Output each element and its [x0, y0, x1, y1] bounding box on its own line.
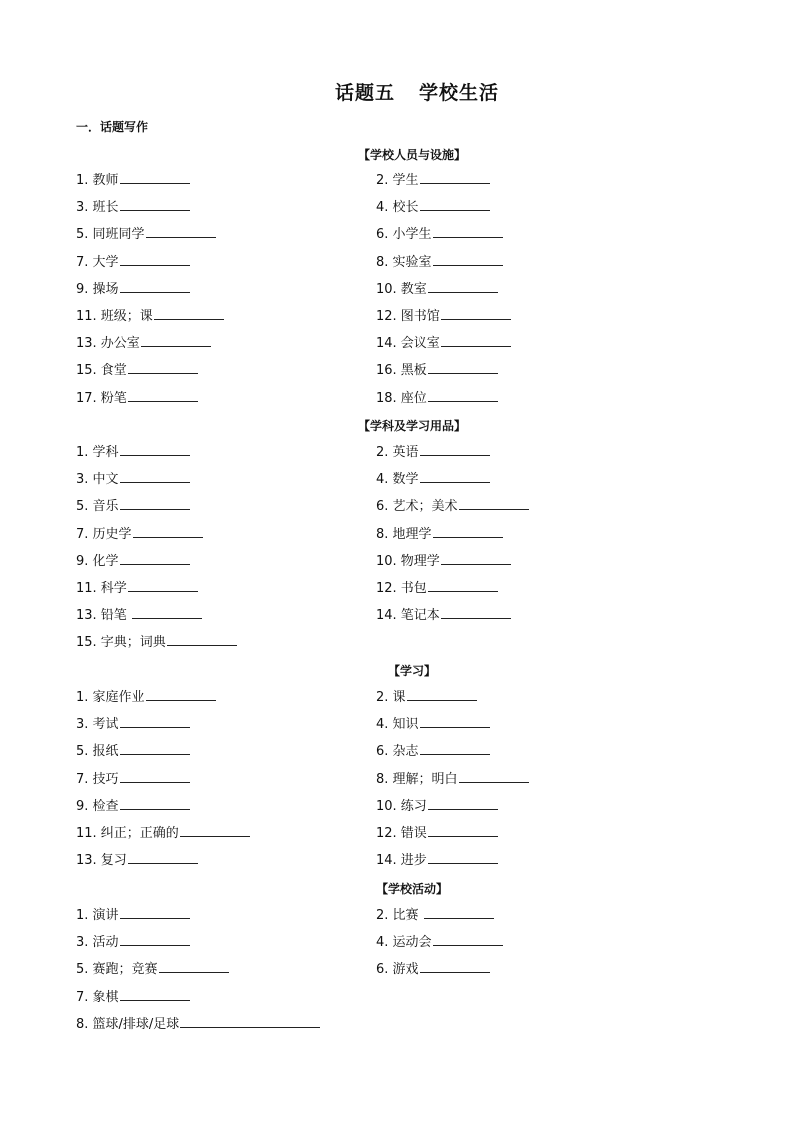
vocab-item	[376, 470, 490, 490]
vocab-row	[0, 307, 794, 327]
answer-blank[interactable]	[120, 563, 190, 565]
vocab-label: 8. 实验室	[376, 254, 432, 270]
vocab-label: 11. 纠正；正确的	[76, 826, 179, 841]
answer-blank[interactable]	[428, 372, 498, 374]
answer-blank[interactable]	[420, 753, 490, 755]
vocab-item	[376, 225, 503, 245]
answer-blank[interactable]	[424, 917, 494, 919]
vocab-row	[0, 1015, 794, 1035]
vocab-label: 18. 座位	[376, 390, 427, 406]
vocab-label: 15. 字典；词典	[76, 635, 166, 651]
vocab-item	[76, 906, 190, 926]
vocab-label: 7. 历史学	[76, 526, 132, 542]
vocab-item	[76, 688, 216, 708]
vocab-row	[0, 742, 794, 762]
vocab-item	[376, 933, 503, 953]
vocab-item	[376, 742, 490, 762]
answer-blank[interactable]	[120, 264, 190, 266]
answer-blank[interactable]	[132, 617, 202, 619]
vocab-label: 9. 检查	[76, 798, 119, 814]
vocab-label: 14. 笔记本	[376, 608, 440, 624]
answer-blank[interactable]	[420, 182, 490, 184]
vocab-row	[0, 797, 794, 817]
vocab-item	[76, 443, 190, 463]
vocab-row	[0, 443, 794, 463]
vocab-row	[0, 525, 794, 545]
vocab-label: 15. 食堂	[76, 363, 127, 379]
vocab-label: 8. 篮球/排球/足球	[76, 1016, 180, 1032]
vocab-label: 6. 艺术；美术	[376, 499, 458, 515]
answer-blank[interactable]	[433, 236, 503, 238]
vocab-item	[76, 606, 202, 626]
vocab-row	[0, 770, 794, 790]
vocab-label: 14. 进步	[376, 853, 427, 869]
vocab-label: 9. 化学	[76, 553, 119, 569]
answer-blank[interactable]	[120, 753, 190, 755]
answer-blank[interactable]	[180, 1026, 320, 1028]
vocab-label: 5. 报纸	[76, 744, 119, 760]
vocab-item	[376, 334, 511, 354]
answer-blank[interactable]	[433, 536, 503, 538]
vocab-label: 17. 粉笔	[76, 390, 127, 406]
vocab-item	[76, 851, 198, 871]
vocab-row	[0, 933, 794, 953]
vocab-item	[76, 225, 216, 245]
answer-blank[interactable]	[428, 808, 498, 810]
vocab-label: 13. 铅笔	[76, 608, 131, 624]
vocab-row	[0, 225, 794, 245]
vocab-row	[0, 198, 794, 218]
category-staff-heading: 【学校人员与设施】	[357, 148, 466, 162]
vocab-item	[376, 606, 511, 626]
vocab-item	[76, 988, 190, 1008]
vocab-label: 4. 运动会	[376, 935, 432, 951]
vocab-item	[376, 770, 529, 790]
answer-blank[interactable]	[120, 508, 190, 510]
vocab-item	[76, 579, 198, 599]
vocab-item	[76, 389, 198, 409]
vocab-item	[76, 307, 224, 327]
vocab-label: 1. 教师	[76, 173, 119, 188]
vocab-item	[376, 851, 498, 871]
vocab-item	[76, 633, 237, 653]
answer-blank[interactable]	[420, 726, 490, 728]
answer-blank[interactable]	[141, 345, 211, 347]
section-heading: 一．话题写作	[76, 120, 149, 134]
vocab-label: 2. 学生	[376, 173, 419, 188]
vocab-label: 3. 活动	[76, 935, 119, 951]
answer-blank[interactable]	[146, 236, 216, 238]
vocab-item	[376, 715, 490, 735]
answer-blank[interactable]	[428, 400, 498, 402]
answer-blank[interactable]	[128, 372, 198, 374]
vocab-item	[76, 525, 203, 545]
category-study-heading: 【学习】	[387, 664, 436, 678]
vocab-item	[76, 715, 190, 735]
category-activities-heading: 【学校活动】	[375, 882, 448, 896]
vocab-label: 5. 同班同学	[76, 227, 145, 243]
answer-blank[interactable]	[120, 454, 190, 456]
vocab-label: 2. 英语	[376, 445, 419, 460]
answer-blank[interactable]	[180, 835, 250, 837]
answer-blank[interactable]	[120, 781, 190, 783]
answer-blank[interactable]	[441, 318, 511, 320]
vocab-label: 1. 家庭作业	[76, 690, 145, 705]
vocab-label: 12. 书包	[376, 581, 427, 596]
vocab-item	[376, 688, 477, 708]
answer-blank[interactable]	[407, 699, 477, 701]
answer-blank[interactable]	[146, 699, 216, 701]
answer-blank[interactable]	[441, 345, 511, 347]
vocab-row	[0, 851, 794, 871]
vocab-label: 12. 错误	[376, 826, 427, 841]
vocab-label: 12. 图书馆	[376, 309, 440, 324]
answer-blank[interactable]	[428, 291, 498, 293]
answer-blank[interactable]	[128, 400, 198, 402]
vocab-row	[0, 906, 794, 926]
answer-blank[interactable]	[420, 971, 490, 973]
answer-blank[interactable]	[120, 999, 190, 1001]
answer-blank[interactable]	[128, 862, 198, 864]
vocab-item	[76, 1015, 320, 1035]
answer-blank[interactable]	[128, 590, 198, 592]
vocab-label: 6. 游戏	[376, 962, 419, 978]
vocab-item	[376, 960, 490, 980]
vocab-label: 2. 比赛	[376, 908, 423, 923]
vocab-item	[376, 280, 498, 300]
vocab-item	[376, 171, 490, 191]
vocab-row	[0, 960, 794, 980]
answer-blank[interactable]	[120, 808, 190, 810]
answer-blank[interactable]	[428, 862, 498, 864]
vocab-row	[0, 633, 794, 653]
vocab-label: 7. 技巧	[76, 771, 119, 787]
vocab-item	[76, 470, 190, 490]
vocab-item	[376, 443, 490, 463]
answer-blank[interactable]	[120, 726, 190, 728]
vocab-item	[76, 797, 190, 817]
category-subjects-heading: 【学科及学习用品】	[357, 419, 466, 433]
vocab-row	[0, 280, 794, 300]
vocab-row	[0, 688, 794, 708]
vocab-row	[0, 470, 794, 490]
vocab-item	[376, 906, 494, 926]
vocab-label: 11. 科学	[76, 581, 127, 596]
answer-blank[interactable]	[420, 209, 490, 211]
vocab-label: 3. 中文	[76, 472, 119, 488]
answer-blank[interactable]	[459, 781, 529, 783]
vocab-item	[76, 497, 190, 517]
answer-blank[interactable]	[459, 508, 529, 510]
vocab-label: 5. 音乐	[76, 499, 119, 515]
vocab-row	[0, 552, 794, 572]
vocab-label: 4. 数学	[376, 472, 419, 488]
answer-blank[interactable]	[133, 536, 203, 538]
vocab-item	[376, 552, 511, 572]
vocab-item	[376, 797, 498, 817]
answer-blank[interactable]	[441, 617, 511, 619]
vocab-label: 6. 小学生	[376, 227, 432, 243]
vocab-item	[76, 742, 190, 762]
vocab-label: 4. 校长	[376, 200, 419, 216]
answer-blank[interactable]	[120, 209, 190, 211]
vocab-item	[376, 307, 511, 327]
vocab-row	[0, 497, 794, 517]
answer-blank[interactable]	[433, 264, 503, 266]
answer-blank[interactable]	[428, 590, 498, 592]
vocab-label: 6. 杂志	[376, 744, 419, 760]
vocab-item	[76, 280, 190, 300]
vocab-item	[376, 497, 529, 517]
vocab-item	[376, 579, 498, 599]
vocab-row	[0, 253, 794, 273]
answer-blank[interactable]	[420, 454, 490, 456]
vocab-label: 10. 练习	[376, 798, 427, 814]
answer-blank[interactable]	[120, 917, 190, 919]
vocab-label: 13. 办公室	[76, 336, 140, 352]
vocab-label: 3. 考试	[76, 717, 119, 733]
vocab-item	[76, 198, 190, 218]
answer-blank[interactable]	[433, 944, 503, 946]
vocab-label: 5. 赛跑；竞赛	[76, 962, 158, 978]
vocab-label: 7. 大学	[76, 254, 119, 270]
vocab-item	[376, 198, 490, 218]
vocab-row	[0, 361, 794, 381]
vocab-item	[76, 334, 211, 354]
vocab-label: 8. 理解；明白	[376, 771, 458, 787]
vocab-item	[76, 824, 250, 844]
vocab-item	[76, 552, 190, 572]
vocab-label: 14. 会议室	[376, 336, 440, 352]
vocab-row	[0, 715, 794, 735]
vocab-label: 11. 班级；课	[76, 309, 153, 324]
vocab-row	[0, 171, 794, 191]
vocab-label: 10. 物理学	[376, 553, 440, 569]
vocab-item	[76, 361, 198, 381]
vocab-item	[76, 253, 190, 273]
title-main: 话题五	[334, 82, 395, 104]
answer-blank[interactable]	[120, 182, 190, 184]
vocab-item	[76, 171, 190, 191]
answer-blank[interactable]	[420, 481, 490, 483]
answer-blank[interactable]	[428, 835, 498, 837]
answer-blank[interactable]	[120, 944, 190, 946]
vocab-label: 4. 知识	[376, 717, 419, 733]
vocab-row	[0, 606, 794, 626]
vocab-label: 13. 复习	[76, 853, 127, 869]
vocab-label: 2. 课	[376, 690, 406, 705]
vocab-label: 16. 黑板	[376, 363, 427, 379]
vocab-row	[0, 389, 794, 409]
answer-blank[interactable]	[120, 291, 190, 293]
vocab-label: 10. 教室	[376, 281, 427, 297]
vocab-label: 8. 地理学	[376, 526, 432, 542]
vocab-item	[376, 389, 498, 409]
vocab-label: 7. 象棋	[76, 989, 119, 1005]
vocab-row	[0, 579, 794, 599]
answer-blank[interactable]	[120, 481, 190, 483]
vocab-item	[376, 253, 503, 273]
answer-blank[interactable]	[159, 971, 229, 973]
vocab-label: 9. 操场	[76, 281, 119, 297]
vocab-row	[0, 988, 794, 1008]
vocab-item	[376, 824, 498, 844]
vocab-label: 1. 演讲	[76, 908, 119, 923]
page-title	[0, 78, 794, 105]
vocab-label: 3. 班长	[76, 200, 119, 216]
vocab-row	[0, 334, 794, 354]
vocab-row	[0, 824, 794, 844]
vocab-item	[76, 933, 190, 953]
answer-blank[interactable]	[154, 318, 224, 320]
title-sub: 学校生活	[419, 82, 500, 104]
vocab-item	[376, 361, 498, 381]
vocab-item	[76, 770, 190, 790]
vocab-item	[376, 525, 503, 545]
vocab-item	[76, 960, 229, 980]
vocab-label: 1. 学科	[76, 445, 119, 460]
answer-blank[interactable]	[167, 644, 237, 646]
answer-blank[interactable]	[441, 563, 511, 565]
